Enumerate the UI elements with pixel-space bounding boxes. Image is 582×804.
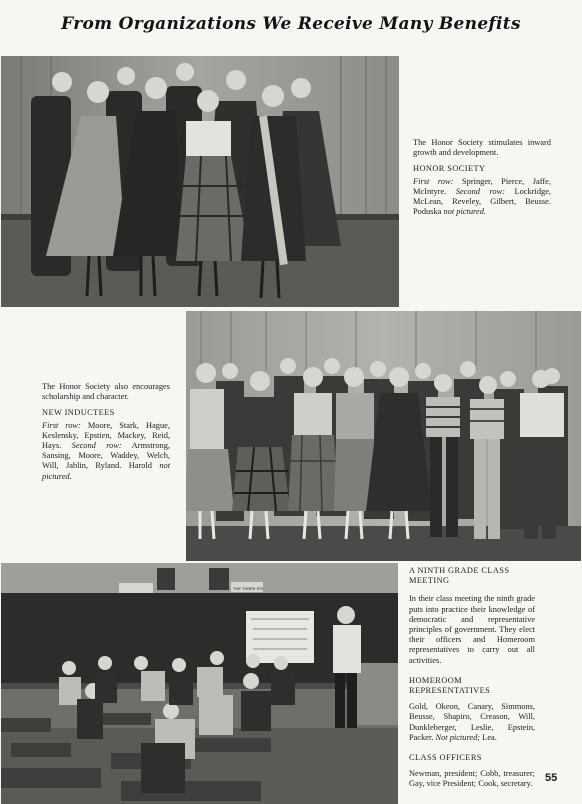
class-officers-heading: CLASS OFFICERS <box>409 753 482 763</box>
second-row-names: Armstrong, Sansing, Moore, Waddey, Welch, Will, Jablin, Ryland. Harold <box>42 441 170 471</box>
class-meeting-body: In their class meeting the ninth grade puts into practice their knowledge of democratic and representative principles of government. They elect their officers and Homeroom representatives to carry out all activities. <box>409 594 535 665</box>
second-row-names: Lockridge, McLean, Reveley, Gilbert, Beusse. <box>413 186 552 207</box>
absent-label: not pictured. <box>443 207 486 217</box>
page-title: From Organizations We Receive Many Benefits <box>61 14 521 34</box>
class-officers-body: Newman, president; Cobb, treasurer; Gay, vice President; Cook, secretary. <box>409 769 535 789</box>
class-meeting-caption <box>409 566 535 796</box>
class-meeting-photo <box>1 563 398 804</box>
new-inductees-caption <box>42 382 170 482</box>
absent-label: not pictured. <box>42 461 171 481</box>
absent-label: Not pictured; <box>435 732 481 742</box>
class-meeting-heading: A NINTH GRADE CLASS MEETING <box>409 566 510 586</box>
first-row-names: Moore, Stark, Hague, Keslensky, Epstien, Mackey, Reid, Hays. <box>42 420 170 451</box>
row-label: Second row: <box>455 186 505 196</box>
honor-society-caption <box>413 138 551 217</box>
row-label: First row: <box>413 176 454 186</box>
honor-society-intro: The Honor Society stimulates inward growth and development. <box>413 138 551 158</box>
homeroom-heading: HOMEROOM REPRESENTATIVES <box>409 675 491 696</box>
homeroom-members <box>409 702 535 743</box>
absent-name: Lea. <box>482 732 497 742</box>
honor-society-heading: HONOR SOCIETY <box>413 164 486 174</box>
new-inductees-members <box>42 421 170 482</box>
first-row-names: Springer, Pierce, Jaffe, McIntyre. <box>413 176 551 196</box>
absent-name: Poduska <box>413 207 442 217</box>
row-label: Second row: <box>71 441 122 451</box>
classroom-sign-label: THE THREE R'S <box>233 586 264 591</box>
new-inductees-intro: The Honor Society also encourages scholarship and character. <box>42 382 170 402</box>
honor-society-members <box>413 177 551 218</box>
page-number: 55 <box>545 772 558 784</box>
homeroom-names: Gold, Okeon, Canary, Simmons, Beusse, Shapiro, Creason, Will, Dunkleberger, Leslie, Epstein, Packer. <box>409 702 535 742</box>
row-label: First row: <box>42 420 81 430</box>
new-inductees-heading: NEW INDUCTEES <box>42 408 115 418</box>
honor-society-photo <box>1 56 399 307</box>
new-inductees-photo <box>186 311 581 561</box>
